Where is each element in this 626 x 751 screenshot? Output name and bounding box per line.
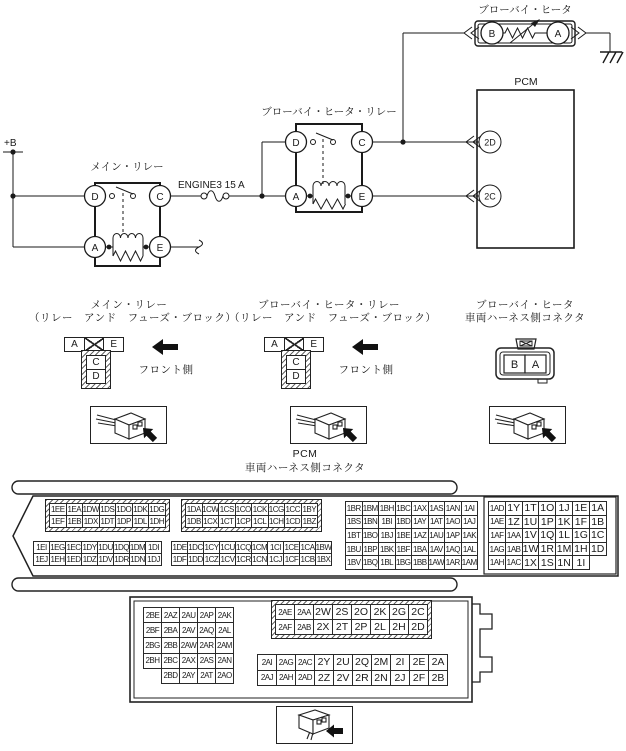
pin-cell: 2BH	[143, 653, 162, 669]
pin-cell: 1DX	[83, 517, 98, 526]
pin-cell: E	[303, 337, 324, 352]
pin-cell: 1CB	[300, 555, 315, 564]
pin-cell: 2I	[390, 654, 410, 671]
pin-cell: 2G	[389, 604, 409, 620]
pin-cell: 1X	[522, 555, 540, 570]
pin-cell: 1AA	[505, 528, 523, 543]
pin-cell: 1BR	[345, 501, 363, 516]
pin-cell: 1D	[589, 542, 607, 557]
pin-cell: 1DJ	[145, 553, 162, 566]
main-relay-pin-d: D	[91, 192, 99, 203]
pcm-grid1-block-c	[33, 541, 162, 566]
pcm-grid2-block-g	[143, 607, 234, 684]
pin-cell: 1DL	[132, 515, 150, 528]
power-label: +B	[4, 138, 17, 149]
pin-cell: 1BP	[362, 542, 380, 557]
pin-cell: 2O	[351, 604, 371, 620]
pin-cell: 2BF	[143, 622, 162, 638]
pin-cell: 1M	[556, 543, 572, 556]
connector-view-icon	[91, 407, 166, 443]
pin-cell: 1EJ	[33, 553, 50, 566]
fuse-symbol	[171, 191, 263, 202]
pin-cell: 1BM	[362, 501, 380, 516]
pin-cell: 1DM	[129, 543, 146, 552]
fuse-label: ENGINE3 15 A	[178, 180, 245, 191]
pin-cell: 1AI	[461, 501, 479, 516]
pin-cell: 1DW	[82, 505, 99, 514]
pin-cell: 1BK	[378, 542, 396, 557]
pin-cell: 1BV	[345, 555, 363, 570]
pin-cell: 2AZ	[161, 607, 180, 623]
pin-cell: 1EA	[67, 505, 82, 514]
bb-relay-pin-c: C	[358, 138, 366, 149]
resistor-icon	[113, 251, 143, 261]
pin-cell: 1BD	[395, 515, 413, 530]
bb-relay-label: ブローバイ・ヒータ・リレー	[261, 106, 397, 118]
coil-icon	[113, 234, 143, 239]
pin-cell: 1DP	[116, 517, 131, 526]
pin-cell: 2M	[371, 654, 391, 671]
view-direction-box	[489, 406, 566, 444]
pin-cell: 2S	[332, 604, 352, 620]
pin-cell: 2AA	[294, 604, 314, 620]
pin-cell: 2AO	[215, 668, 234, 684]
bb-relay-pin-e: E	[358, 192, 366, 203]
pin-cell: 2AF	[275, 619, 295, 635]
pin-cell: 2AD	[295, 670, 315, 687]
pin-cell: 1Z	[505, 515, 523, 530]
pin-cell: 2B	[428, 670, 448, 687]
view-direction-box	[290, 406, 367, 444]
pin-cell: 2AG	[276, 654, 296, 671]
pin-cell: 1A	[589, 501, 607, 516]
pin-cell: 1DN	[130, 555, 145, 564]
bb-relay-view-title: ブローバイ・ヒータ・リレー	[257, 299, 401, 311]
pin-cell: 2R	[352, 670, 372, 687]
pin-cell: C	[286, 355, 306, 370]
pin-cell: 1CF	[284, 555, 299, 564]
pin-cell: 1DS	[100, 505, 115, 514]
pin-cell: 1N	[555, 555, 573, 570]
pin-cell: 2BG	[143, 637, 162, 653]
bb-relay-pin-d: D	[292, 138, 300, 149]
pin-cell: 1DF	[172, 555, 187, 564]
pin-cell: 2BD	[161, 668, 180, 684]
pin-cell: 1BE	[395, 528, 413, 543]
pin-cell: 2C	[408, 604, 428, 620]
pin-cell: 1BG	[395, 555, 413, 570]
pin-cell: 1BS	[345, 515, 363, 530]
pin-cell: 1BN	[362, 515, 380, 530]
pcm-grid1-block-e	[345, 501, 478, 570]
pin-cell: 2AK	[215, 607, 234, 623]
pin-cell: 1E	[572, 501, 590, 516]
pin-cell: 1AQ	[444, 542, 462, 557]
pin-cell: 2F	[409, 670, 429, 687]
pin-cell: 1DO	[116, 505, 132, 514]
pin-cell: 2AC	[295, 654, 315, 671]
pin-cell: 2AS	[197, 653, 216, 669]
pin-cell: 1CN	[252, 555, 267, 564]
pin-cell: 1DC	[188, 543, 203, 552]
connector-view-icon	[291, 407, 366, 443]
pin-cell: 1CO	[235, 505, 251, 514]
heater-pin-a: A	[554, 29, 562, 40]
pin-cell: 1BZ	[301, 515, 319, 528]
pin-cell: 1J	[555, 501, 573, 516]
main-relay-view-subtitle: （リレー アンド フューズ・ブロック）	[29, 312, 237, 324]
pin-cell: 1F	[572, 515, 590, 530]
pin-cell: 2U	[333, 654, 353, 671]
pin-cell: 1CY	[204, 543, 219, 552]
pin-cell: 1EG	[50, 543, 65, 552]
pin-cell: A	[264, 337, 285, 352]
pin-cell: 1I	[572, 555, 590, 570]
pin-cell: 1U	[522, 515, 540, 530]
pin-cell: 2K	[370, 604, 390, 620]
pin-cell: 1CL	[251, 515, 269, 528]
pin-cell: 2J	[390, 670, 410, 687]
pcm-grid1-block-b	[181, 499, 322, 532]
main-relay-pin-c: C	[156, 192, 164, 203]
pin-cell: 1CJ	[267, 553, 284, 566]
pin-cell: 2AB	[294, 619, 314, 635]
pin-cell: 2P	[351, 619, 371, 635]
pin-cell: 1AJ	[461, 515, 479, 530]
view-direction-box	[90, 406, 167, 444]
pin-cell: 1AW	[428, 555, 446, 570]
bb-relay-stem	[281, 350, 311, 389]
pin-cell: 1BB	[411, 555, 429, 570]
front-side-label: フロント側	[338, 364, 394, 376]
pin-cell: 1Q	[540, 529, 555, 542]
coil-icon	[313, 182, 345, 187]
resistor-icon	[313, 199, 346, 209]
pcm-grid1-block-f	[488, 501, 607, 570]
pin-cell: 1CD	[285, 517, 300, 526]
pcm-grid2-block-h	[271, 600, 432, 639]
pin-cell: 1DK	[133, 505, 148, 514]
pin-cell: D	[286, 369, 306, 384]
pin-cell: 1AP	[444, 528, 462, 543]
heater-view-title: ブローバイ・ヒータ	[475, 299, 575, 311]
pin-cell: 2BC	[161, 653, 180, 669]
pin-cell: 2AP	[197, 607, 216, 623]
main-relay-stem	[81, 350, 111, 389]
pin-cell: 1DR	[114, 555, 129, 564]
pin-cell: 1DG	[149, 505, 165, 514]
pin-cell: 1AE	[488, 515, 506, 530]
heater-view-subtitle: 車両ハーネス側コネクタ	[464, 312, 586, 324]
pcm-pin-2c: 2C	[484, 191, 496, 202]
pcm-connector-subtitle: 車両ハーネス側コネクタ	[244, 462, 366, 474]
pcm-grid1-block-d	[171, 541, 332, 566]
pin-cell: 2AJ	[257, 670, 277, 687]
pin-cell: 1DI	[145, 541, 162, 554]
pin-cell: 2BA	[161, 622, 180, 638]
pin-cell: 1AT	[428, 515, 446, 530]
pin-cell: 1CG	[268, 505, 284, 514]
pin-cell: 2X	[313, 619, 333, 635]
pin-cell: 1EH	[50, 555, 65, 564]
pin-cell: 2AR	[197, 637, 216, 653]
pin-cell: 1DT	[100, 517, 115, 526]
pin-cell: 1CV	[220, 555, 235, 564]
pin-cell: 2AE	[275, 604, 295, 620]
pin-cell: 1BX	[316, 555, 331, 564]
pin-cell: 1G	[573, 529, 588, 542]
pin-cell: 2AU	[179, 607, 198, 623]
bb-relay-pin-a: A	[292, 192, 300, 203]
pin-cell: 2N	[371, 670, 391, 687]
pin-cell: 2Z	[314, 670, 334, 687]
front-side-label: フロント側	[138, 364, 194, 376]
pin-cell: 2AX	[179, 653, 198, 669]
pin-cell: 1CW	[202, 505, 219, 514]
pin-cell: 2T	[332, 619, 352, 635]
pin-cell: 1BH	[378, 501, 396, 516]
pin-cell: 1DU	[98, 543, 113, 552]
pin-cell: 1CS	[219, 505, 234, 514]
pin-cell: 1AN	[444, 501, 462, 516]
pin-cell: 1DH	[149, 517, 164, 526]
variable-resistor-icon	[503, 28, 547, 38]
pin-cell: 1BY	[302, 505, 317, 514]
pcm-box	[466, 90, 574, 248]
pin-cell: 2BE	[143, 607, 162, 623]
pin-cell: 1H	[572, 542, 590, 557]
main-relay-label: メイン・リレー	[90, 161, 164, 173]
pin-cell: 1CM	[251, 543, 268, 552]
pin-cell: 1CK	[252, 505, 267, 514]
pin-cell: 2Y	[314, 654, 334, 671]
pin-cell: 1AD	[488, 501, 506, 516]
pin-cell: 1AL	[461, 542, 479, 557]
connector-view-icon	[490, 407, 565, 443]
main-relay-pin-a: A	[91, 243, 99, 254]
pin-cell: 1AK	[461, 528, 479, 543]
pcm-label: PCM	[514, 76, 538, 88]
pin-cell: 1AV	[428, 542, 446, 557]
pin-cell: 1DQ	[114, 543, 129, 552]
pin-cell: 1CE	[284, 543, 299, 552]
front-arrow-icon	[152, 339, 178, 355]
pin-cell: 1ED	[66, 555, 81, 564]
pin-cell: 2H	[389, 619, 409, 635]
pin-cell: 1T	[522, 501, 540, 516]
pin-cell: 1BJ	[378, 528, 396, 543]
pin-cell: 1W	[522, 543, 539, 556]
pin-cell: 1AY	[411, 515, 429, 530]
pin-cell: 1CH	[268, 517, 284, 526]
pin-cell: 2AV	[179, 622, 198, 638]
pin-cell: 2AY	[179, 668, 198, 684]
pin-cell: 1AR	[444, 555, 462, 570]
pin-cell: 1BI	[378, 515, 396, 530]
pin-cell: 1CU	[220, 543, 235, 552]
view-direction-box	[276, 706, 353, 744]
pcm-connector-title: PCM	[292, 448, 318, 460]
pin-cell: 1AG	[488, 542, 506, 557]
pin-cell: 2E	[409, 654, 429, 671]
pin-cell: 2AM	[215, 637, 234, 653]
pin-cell: 1BT	[345, 528, 363, 543]
pin-cell: 1EE	[50, 505, 65, 514]
pin-cell: 1EI	[33, 541, 50, 554]
pin-cell: 1BC	[395, 501, 413, 516]
pin-cell: 1R	[538, 542, 556, 557]
pin-cell: 1AM	[461, 555, 479, 570]
pin-cell: 2AH	[276, 670, 296, 687]
pin-cell: 1C	[589, 528, 607, 543]
pin-cell: 1DD	[188, 555, 203, 564]
pin-cell: 1AS	[428, 501, 446, 516]
pin-cell: 1AO	[444, 515, 462, 530]
pin-cell: 1EC	[66, 543, 81, 552]
connector-view-icon	[277, 707, 352, 743]
pin-cell: A	[64, 337, 85, 352]
power-feed	[3, 149, 84, 247]
pin-cell: 1AF	[488, 528, 506, 543]
pin-cell: 2AL	[215, 622, 234, 638]
pin-cell: 1CP	[236, 517, 251, 526]
pin-cell: 1CA	[300, 543, 315, 552]
pin-cell: 1BQ	[362, 555, 380, 570]
pin-cell: 2AW	[179, 637, 198, 653]
pin-cell: 1AH	[488, 555, 506, 570]
pin-cell: C	[86, 355, 106, 370]
pin-cell: 2A	[428, 654, 448, 671]
circuit-diagram	[0, 0, 626, 292]
main-relay-view-title: メイン・リレー	[90, 299, 168, 311]
pin-cell: B	[510, 359, 519, 371]
pcm-pin-2d: 2D	[484, 137, 496, 148]
pin-cell: 1BF	[395, 542, 413, 557]
pin-cell: 2L	[370, 619, 390, 635]
pin-cell: 1DY	[82, 543, 97, 552]
pcm-grid2-block-i	[257, 654, 448, 686]
pin-cell: 1DB	[186, 517, 201, 526]
pin-cell: 1P	[538, 515, 556, 530]
pin-cell: 2AQ	[197, 622, 216, 638]
pin-cell: 1CR	[236, 555, 251, 564]
pin-cell: 1V	[522, 528, 540, 543]
bb-relay-view-subtitle: （リレー アンド フューズ・ブロック）	[229, 312, 437, 324]
pin-cell: 2D	[408, 619, 428, 635]
pin-cell: D	[86, 369, 106, 384]
pin-cell: 1DV	[98, 555, 113, 564]
pin-cell: 1AC	[505, 555, 523, 570]
pin-cell: 2AT	[197, 668, 216, 684]
pin-cell: 1CT	[219, 517, 234, 526]
pin-cell: 1CX	[203, 517, 218, 526]
pcm-grid1-block-a	[45, 499, 170, 532]
pin-cell: 2BB	[161, 637, 180, 653]
ground-icon	[600, 52, 623, 63]
heater-pin-b: B	[488, 29, 496, 40]
pin-cell: 1DE	[172, 543, 187, 552]
pin-cell: 1AU	[428, 528, 446, 543]
pin-cell: 1CQ	[236, 543, 251, 552]
pin-cell: 1DA	[186, 505, 201, 514]
pin-cell: E	[103, 337, 124, 352]
pin-cell: 1BU	[345, 542, 363, 557]
main-relay-pin-e: E	[156, 243, 164, 254]
pin-cell: 1B	[589, 515, 607, 530]
pin-cell: 1AZ	[411, 528, 429, 543]
pin-cell: 2W	[313, 604, 333, 620]
heater-connector-face	[494, 337, 558, 385]
pin-cell: 1BW	[315, 543, 332, 552]
front-arrow-icon	[352, 339, 378, 355]
pin-cell: 1L	[555, 528, 573, 543]
pin-cell: 1EF	[49, 515, 67, 528]
pin-cell: 1EB	[67, 517, 82, 526]
pin-cell: 1BA	[411, 542, 429, 557]
pin-cell: 1K	[555, 515, 573, 530]
pin-cell: 1CC	[285, 505, 300, 514]
pin-cell: 2AN	[215, 653, 234, 669]
pin-cell: 1AX	[411, 501, 429, 516]
pin-cell: 1S	[538, 555, 556, 570]
pin-cell: 1BO	[362, 528, 380, 543]
pin-cell: 1CI	[267, 541, 284, 554]
pin-cell: 1DZ	[82, 555, 97, 564]
pin-cell: A	[531, 359, 540, 371]
pin-cell: 2Q	[352, 654, 372, 671]
pin-cell: 2AI	[257, 654, 277, 671]
pin-cell: 1CZ	[204, 555, 219, 564]
pin-cell: 1O	[540, 502, 555, 515]
pin-cell: 2V	[333, 670, 353, 687]
pin-cell: 1Y	[505, 501, 523, 516]
pin-cell: 1AB	[505, 542, 523, 557]
pin-cell: 1BL	[378, 555, 396, 570]
heater-label: ブローバイ・ヒータ	[478, 4, 572, 16]
